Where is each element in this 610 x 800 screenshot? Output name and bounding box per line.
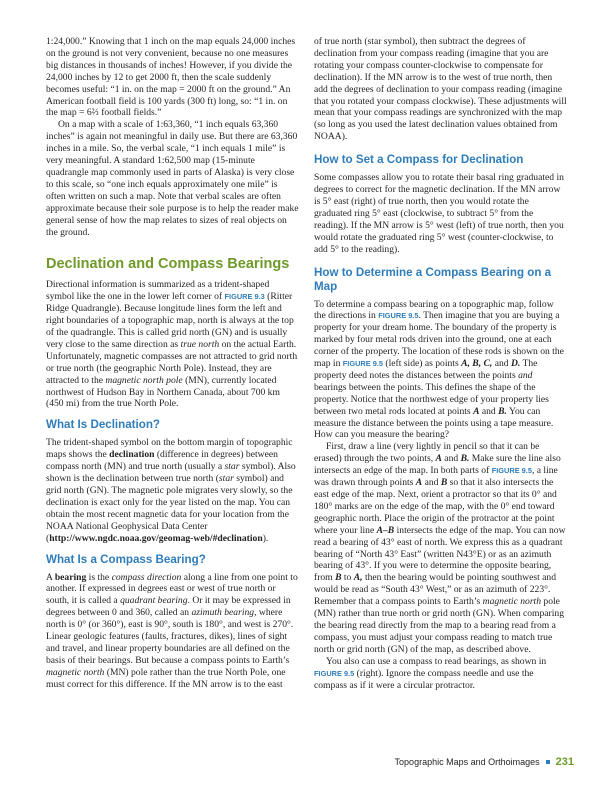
- directional-info-paragraph: Directional information is summarized as a trident-shaped symbol like the one in the lower left corner of FIGURE 9.3 (Ritter Ridge Quadrangle). Because longitude lines form the left and right boundaries of a topographic map, north is always at the top of the quadrangle. This is called grid north (GN) and is usually very close to the same direction as true north on the actual Earth. Unfortunately, magnetic compasses are not attracted to grid north or true north (the geographic North Pole). Instead, they are attracted to the magnetic north pole (MN), currently located northwest of Hudson Bay in Northern Canada, about 700 km (450 mi) from the true North Pole.: [46, 279, 298, 410]
- heading-set-compass: How to Set a Compass for Declination: [314, 153, 524, 167]
- left-column: [46, 36, 299, 691]
- chapter-title: Topographic Maps and Orthoimages: [394, 757, 540, 767]
- figure-ref[interactable]: FIGURE 9.5: [378, 311, 419, 321]
- bearing-paragraph: A bearing is the compass direction along a line from one point to another. If expressed in degrees east or west of true north or south, it is called a quadrant bearing. Or it may be expressed in degrees between 0 and 360, called an azimuth bearing, where north is 0° (or 360°), east is 90°, south is 180°, and west is 270°. Linear geologic features (faults, fractures, dikes), lines of sight and travel, and linear property boundaries are all defined on the basis of their bearings. But because a compass points to Earth’s magnetic north (MN) pole rather than the true North Pole, one must correct for this difference. If the MN arrow is to the east: [46, 571, 298, 690]
- set-compass-paragraph: Some compasses allow you to rotate their basal ring graduated in degrees to correct for the magnetic declination. If the MN arrow is 5° east (right) of true north, then you would rotate the graduated ring 5° east (clockwise, to subtract 5° from the reading). If the MN arrow is 5° west (left) of true north, then you would rotate the graduated ring 5° west (counter-clockwise, to add 5° to the reading).: [314, 172, 564, 255]
- page-number: 231: [555, 756, 574, 768]
- figure-ref[interactable]: FIGURE 9.5: [342, 359, 384, 369]
- figure-ref[interactable]: FIGURE 9.3: [224, 292, 265, 302]
- heading-what-is-declination: What Is Declination?: [46, 418, 161, 432]
- page-footer: [395, 756, 574, 768]
- noaa-link[interactable]: http://www.ngdc.noaa.gov/geomag-web/#declination: [49, 532, 263, 544]
- declination-paragraph: The trident-shaped symbol on the bottom margin of topographic maps shows the declination (difference in degrees) between compass north (MN) and true north (usually a star symbol). Also shown is the declination between true north (star symbol) and grid north (GN). The magnetic pole migrates very slowly, so the declination is exact only for the year listed on the map. You can obtain the most recent magnetic data for your location from the NOAA National Geophysical Data Center (http://www.ngdc.noaa.gov/geomag-web/#declination).: [46, 437, 296, 544]
- heading-declination-compass-bearings: Declination and Compass Bearings: [46, 256, 290, 273]
- protractor-paragraph: First, draw a line (very lightly in pencil so that it can be erased) through the two points, A and B. Make sure the line also intersects an edge of the map. In both parts of FIGURE 9.5, a line was drawn through points A and B so that it also intersects the east edge of the map. Next, orient a protractor so that its 0° and 180° marks are on the edge of the map, with the 0° end toward geographic north. Place the origin of the protractor at the point where your line A–B intersects the edge of the map. You can now read a bearing of 43° east of north. We express this as a quadrant bearing of “North 43° East” (written N43°E) or as an azimuth bearing of 43°. If you were to determine the opposite bearing, from B to A, then the bearing would be pointing southwest and would be read as “South 43° West,” or as an azimuth of 223°. Remember that a compass points to Earth’s magnetic north pole (MN) rather than true north or grid north (GN). When comparing the bearing read directly from the map to a bearing read from a compass, you must adjust your compass reading to match true north or grid north (GN) of the map, as described above.: [314, 441, 566, 655]
- heading-determine-bearing: How to Determine a Compass Bearing on a Map: [314, 265, 552, 293]
- verbal-scale-paragraph: On a map with a scale of 1:63,360, “1 inch equals 63,360 inches” is again not meaningful in daily use. But there are 63,360 inches in a mile. So, the verbal scale, “1 inch equals 1 mile” is very meaningful. A standard 1:62,500 map (15-minute quadrangle map commonly used in parts of Alaska) is very close to this scale, so “one inch equals approximately one mile” is often written on such a map. Note that verbal scales are often approximate because their sole purpose is to help the reader make general sense of how the map relates to sizes of real objects on the ground.: [46, 119, 299, 238]
- scale-paragraph: 1:24,000.” Knowing that 1 inch on the map equals 24,000 inches on the ground is not very convenient, because no one measures big distances in thousands of inches! However, if you divide the 24,000 inches by 12 to get 2000 ft, then the scale suddenly becomes useful: “1 in. on the map = 2000 ft on the ground.” An American football field is 100 yards (300 ft) long, so: “1 in. on the map = 6⅔ football fields.”: [46, 36, 296, 119]
- declination-adjust-paragraph: of true north (star symbol), then subtract the degrees of declination from your compass reading (imagine that you are rotating your compass counter-clockwise to compensate for declination). If the MN arrow is to the west of true north, then add the degrees of declination to your compass reading (imagine that you rotated your compass clockwise). These adjustments will mean that your compass readings are synchronized with the map (so long as you used the latest declination values obtained from NOAA).: [314, 36, 567, 143]
- determine-bearing-paragraph: To determine a compass bearing on a topographic map, follow the directions in FIGURE 9.5. Then imagine that you are buying a property for your dream home. The boundary of the property is marked by four metal rods driven into the ground, one at each corner of the property. The location of these rods is shown on the map in FIGURE 9.5 (left side) as points A, B, C, and D. The property deed notes the distances between the points and bearings between the points. This defines the shape of the property. Notice that the northwest edge of your property lies between two metal rods located at points A and B. You can measure the distance between the points using a tape measure. How can you measure the bearing?: [314, 298, 564, 441]
- separator-square-icon: [546, 760, 550, 764]
- right-column: [314, 36, 567, 691]
- figure-ref[interactable]: FIGURE 9.5: [491, 466, 532, 476]
- compass-reading-paragraph: You also can use a compass to read bearings, as shown in FIGURE 9.5 (right). Ignore the compass needle and use the compass as if it were a circular protractor.: [314, 655, 547, 691]
- heading-what-is-compass-bearing: What Is a Compass Bearing?: [46, 552, 206, 566]
- figure-ref[interactable]: FIGURE 9.5: [314, 668, 355, 678]
